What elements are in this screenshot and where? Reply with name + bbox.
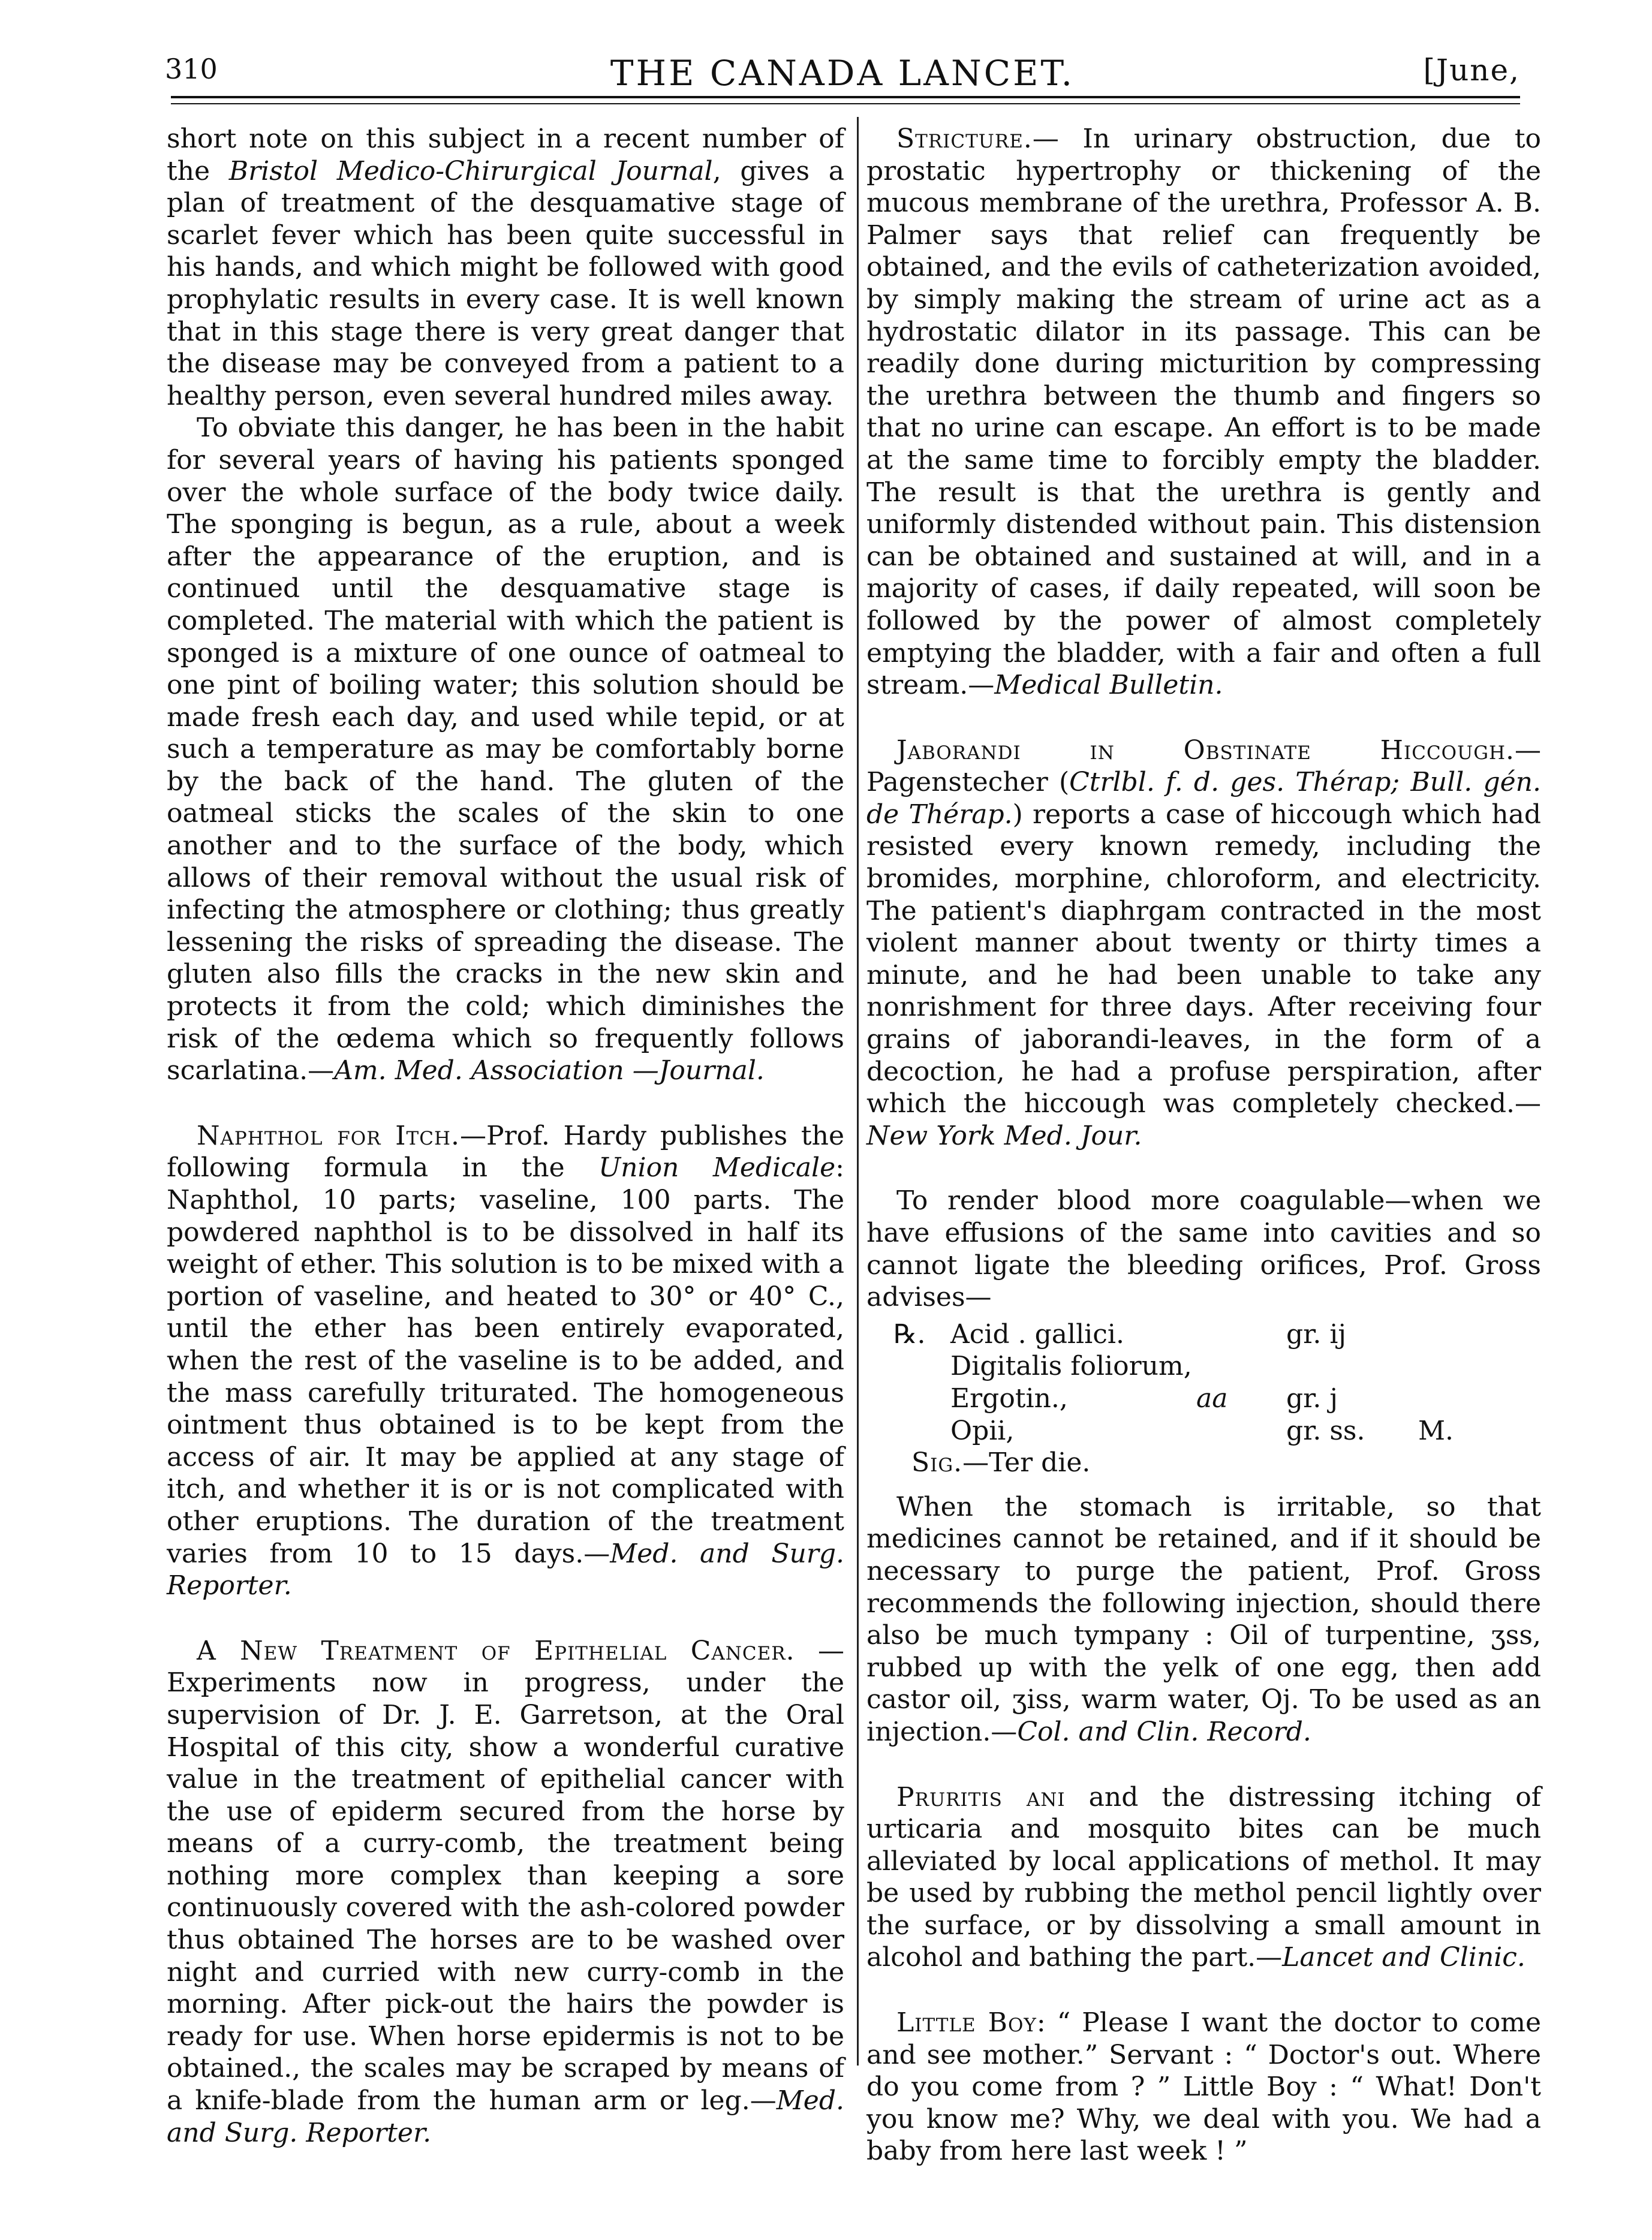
text-run: —Prof. Hardy publishes the following formula in the: [167, 1120, 844, 1184]
stricture-article: [866, 123, 1541, 701]
article-heading: Stricture.: [896, 124, 1033, 154]
prescription-row: [866, 1350, 1541, 1383]
prescription-aa: [1196, 1415, 1286, 1447]
signa-text: —Ter die.: [962, 1447, 1091, 1479]
article-heading: Naphthol for Itch.: [197, 1120, 460, 1151]
article-heading: Pruritis ani: [896, 1781, 1066, 1813]
prescription-drug: Opii,: [950, 1415, 1015, 1446]
text-run: —Experiments now in progress, under the supervision of Dr. J. E. Garretson, at the Oral Hospital of this city, show a wonderful curative value in the treatment of epithelial cancer with the use of epiderm secured from the horse by means of a curry-comb, the treatment being nothing more complex than keeping a sore continuously covered with the ash-colored powder thus obtained The horses are to be washed over night and curried with new curry-comb in the morning. After pick-out the hairs the powder is ready for use. When horse epidermis is not to be obtained., the scales may be scraped by means of a knife-blade from the human arm or leg.—: [167, 1635, 844, 2116]
prescription-mix: [1418, 1318, 1478, 1351]
epithelial-cancer-article: [167, 1635, 844, 2149]
text-run: : Naphthol, 10 parts; vaseline, 100 parts. The powdered naphthol is to be dissolved in half its weight of ether. This solution is to be mixed with a portion of vaseline, and heated to 30° or 40° C., until the ether has been entirely evaporated, when the rest of the vaseline is to be added, and the mass carefully triturated. The homogeneous ointment thus obtained is to be kept from the access of air. It may be applied at any stage of itch, and whether it is or is not complicated with other eruptions. The duration of the treatment varies from 10 to 15 days.—: [167, 1152, 844, 1569]
prescription-mix: [1418, 1383, 1478, 1415]
text-run: When the stomach is irritable, so that medicines cannot be retained, and if it should be necessary to purge the patient, Prof. Gross recommends the following injection, should there also be much tympany : Oil of turpentine, ʒss, rubbed up with the yelk of one egg, then add castor oil, ʒiss, warm water, Oj. To be used as an injection.—: [866, 1491, 1541, 1747]
source-citation: Med. and Surg. Reporter.: [167, 1538, 845, 1601]
source-citation: Col. and Clin. Record.: [1017, 1716, 1311, 1747]
naphthol-article: [167, 1120, 844, 1602]
text-run: : “ Please I want the doctor to come and see mother.” Servant : “ Doctor's out. Where do you come from ? ” Little Boy : “ What! Don't you know me? Why, we deal with you. We had a baby from here last week ! ”: [866, 2007, 1542, 2167]
prescription-aa: [1196, 1350, 1286, 1383]
running-month: [June,: [1423, 53, 1520, 88]
pruritis-article: [866, 1781, 1541, 1974]
right-column: [866, 123, 1541, 2167]
prescription-dose: gr. ss.: [1286, 1415, 1365, 1446]
prescription-dose: gr. j: [1286, 1383, 1338, 1414]
little-boy-anecdote: [866, 2007, 1541, 2167]
jaborandi-article: [866, 734, 1541, 1152]
recipe-symbol-spacer: [866, 1350, 950, 1383]
source-citation: New York Med. Jour.: [866, 1120, 1142, 1151]
irritable-stomach-article: [866, 1491, 1541, 1748]
scarlet-fever-paragraph-1: [167, 123, 844, 412]
text-run: , gives a plan of treatment of the desquamative stage of scarlet fever which has been quite successful in his hands, and which might be followed with good prophylatic results in every case. It is well known that in this stage there is very great danger that the disease may be conveyed from a patient to a healthy person, even several hundred miles away.: [167, 155, 844, 411]
text-run: ) reports a case of hiccough which had resisted every known remedy, including the bromides, morphine, chloroform, and electricity. The patient's diaphrgam contracted in the most violent manner about twenty or thirty times a minute, and he had been unable to take any nonrishment for three days. After receiving four grains of jaborandi-leaves, in the form of a decoction, he had a profuse perspiration, after which the hiccough was completely checked.—: [866, 799, 1541, 1119]
text-run: —Pagenstecher (: [866, 734, 1541, 798]
journal-reference: Ctrlbl. f. d. ges. Thérap; Bull. gén. de Thérap.: [866, 767, 1541, 830]
prescription-drug: Acid . gallici.: [950, 1318, 1124, 1350]
source-citation: Medical Bulletin.: [994, 670, 1223, 701]
running-header: [165, 48, 1520, 96]
article-heading: Little Boy: [896, 2007, 1037, 2039]
source-citation: Am. Med. Association —Journal.: [334, 1055, 765, 1086]
journal-title: Union Medicale: [598, 1152, 836, 1184]
prescription-dose: [1286, 1350, 1418, 1383]
column-divider: [857, 117, 859, 2066]
article-heading: A New Treatment of Epithelial Cancer.: [197, 1635, 795, 1666]
running-title: THE CANADA LANCET.: [610, 53, 1075, 94]
header-rule-thick: [171, 96, 1520, 98]
source-citation: Med. and Surg. Reporter.: [167, 2085, 844, 2148]
prescription-row: [866, 1318, 1541, 1351]
journal-title: Bristol Medico-Chirurgical Journal: [228, 155, 713, 186]
prescription-drug: Ergotin.,: [950, 1383, 1068, 1414]
recipe-symbol: ℞.: [893, 1318, 926, 1350]
source-citation: Lancet and Clinic.: [1282, 1942, 1525, 1973]
article-heading: Jaborandi in Obstinate Hiccough.: [896, 734, 1515, 766]
prescription-aa: aa: [1196, 1383, 1228, 1414]
scarlet-fever-paragraph-2: [167, 412, 844, 1086]
prescription-signa: [866, 1447, 1541, 1479]
prescription: [866, 1318, 1541, 1479]
signa-label: Sig.: [911, 1447, 963, 1479]
coagulable-blood-intro: To render blood more coagulable—when we have effusions of the same into cavities and so cannot ligate the bleeding orifices, Prof. Gross advises—: [866, 1185, 1541, 1313]
header-rule-thin: [171, 103, 1520, 104]
prescription-row: [866, 1383, 1541, 1415]
text-run: — In urinary obstruction, due to prostatic hypertrophy or thickening of the mucous membrane of the urethra, Professor A. B. Palmer says that relief can frequently be obtained, and the evils of catheterization avoided, by simply making the stream of urine act as a hydrostatic dilator in its passage. This can be readily done during micturition by compressing the urethra between the thumb and fingers so that no urine can escape. An effort is to be made at the same time to forcibly empty the bladder. The result is that the urethra is gently and uniformly distended without pain. This distension can be obtained and sustained at will, and in a majority of cases, if daily repeated, will soon be followed by the power of almost completely emptying the bladder, with a fair and often a full stream.—: [866, 124, 1541, 701]
prescription-drug: Digitalis foliorum,: [950, 1351, 1192, 1382]
prescription-mix: [1418, 1350, 1478, 1383]
recipe-symbol-spacer: [866, 1415, 950, 1447]
left-column: [167, 123, 844, 2149]
text-run: To obviate this danger, he has been in the habit for several years of having his patients sponged over the whole surface of the body twice daily. The sponging is begun, as a rule, about a week after the appearance of the eruption, and is continued until the desquamative stage is completed. The material with which the patient is sponged is a mixture of one ounce of oatmeal to one pint of boiling water; this solution should be made fresh each day, and used while tepid, or at such a temperature as may be comfortably borne by the back of the hand. The gluten of the oatmeal sticks the scales of the skin to one another and to the surface of the body, which allows of their removal without the usual risk of infecting the atmosphere or clothing; thus greatly lessening the risks of spreading the disease. The gluten also fills the cracks in the new skin and protects it from the cold; which diminishes the risk of the œdema which so frequently follows scarlatina.—: [167, 413, 844, 1086]
prescription-dose: gr. ij: [1286, 1318, 1347, 1350]
prescription-aa: [1196, 1318, 1286, 1351]
text-run: and the distressing itching of urticaria and mosquito bites can be much alleviated by local applications of methol. It may be used by rubbing the methol pencil lightly over the surface, or by dissolving a small amount in alcohol and bathing the part.—: [866, 1781, 1542, 1973]
text-run: short note on this subject in a recent number of the: [167, 124, 844, 186]
page-number: 310: [165, 53, 218, 85]
prescription-mix: M.: [1418, 1415, 1454, 1446]
prescription-row: [866, 1415, 1541, 1447]
recipe-symbol-spacer: [866, 1383, 950, 1415]
